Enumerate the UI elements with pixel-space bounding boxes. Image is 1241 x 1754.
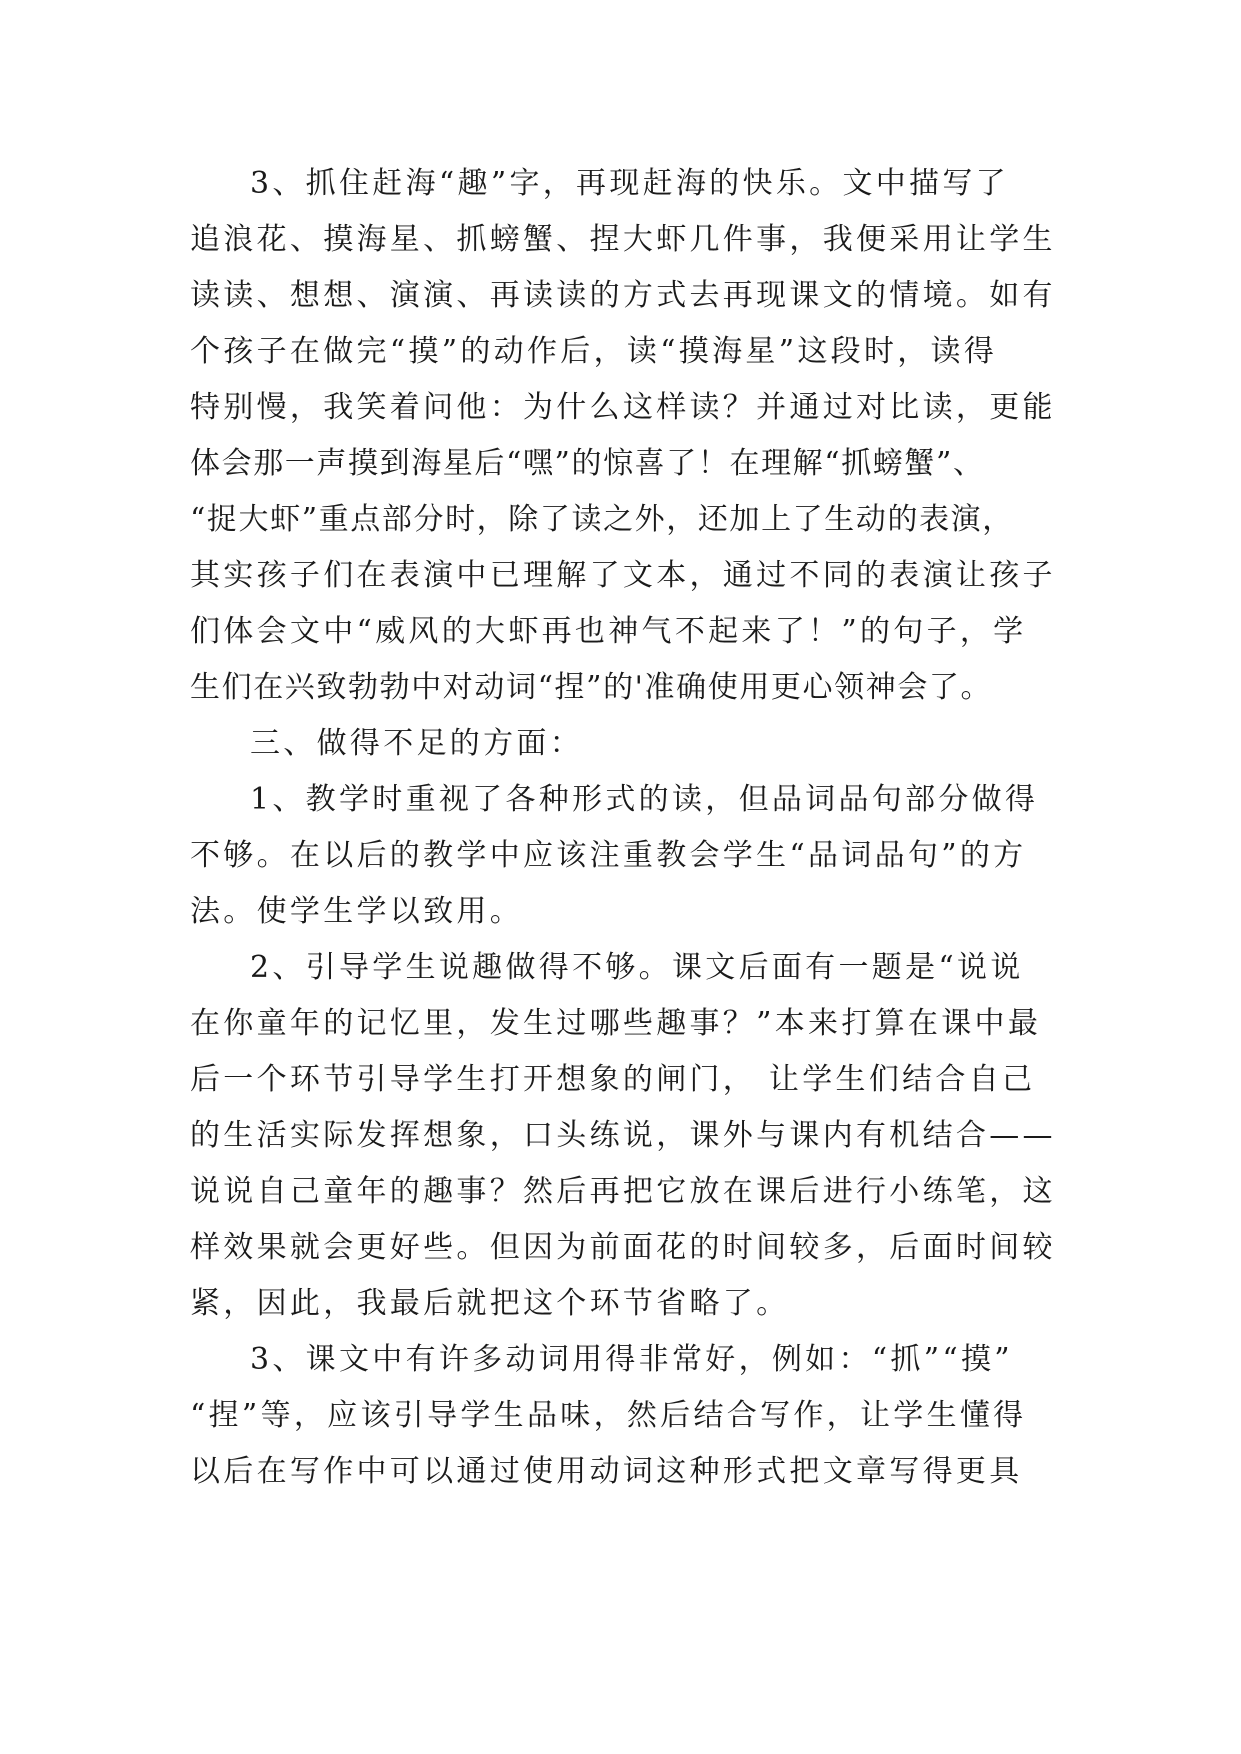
text-line: 的生活实际发挥想象，口头练说，课外与课内有机结合—— bbox=[190, 1118, 1056, 1153]
text-line: 读读、想想、演演、再读读的方式去再现课文的情境。如有 bbox=[190, 278, 1056, 313]
text-line: 生们在兴致勃勃中对动词“捏”的'准确使用更心领神会了。 bbox=[190, 670, 993, 705]
text-line: 后一个环节引导学生打开想象的闸门， 让学生们结合自己 bbox=[190, 1062, 1036, 1097]
text-line: 3、课文中有许多动词用得非常好，例如：“抓”“摸” bbox=[250, 1342, 1013, 1377]
text-line: 1、教学时重视了各种形式的读，但品词品句部分做得 bbox=[250, 782, 1039, 817]
text-line: “捏”等，应该引导学生品味，然后结合写作，让学生懂得 bbox=[190, 1398, 1027, 1433]
text-line: 其实孩子们在表演中已理解了文本，通过不同的表演让孩子 bbox=[190, 558, 1056, 593]
text-line: 样效果就会更好些。但因为前面花的时间较多，后面时间较 bbox=[190, 1230, 1056, 1265]
text-line: 们体会文中“威风的大虾再也神气不起来了！”的句子，学 bbox=[190, 614, 1027, 649]
text-line: 2、引导学生说趣做得不够。课文后面有一题是“说说 bbox=[250, 950, 1024, 985]
section-heading: 三、做得不足的方面： bbox=[250, 726, 583, 761]
text-line: 说说自己童年的趣事？然后再把它放在课后进行小练笔，这 bbox=[190, 1174, 1056, 1209]
text-line: 特别慢，我笑着问他：为什么这样读？并通过对比读，更能 bbox=[190, 390, 1056, 425]
text-line: 不够。在以后的教学中应该注重教会学生“品词品句”的方 bbox=[190, 838, 1027, 873]
text-line: 追浪花、摸海星、抓螃蟹、捏大虾几件事，我便采用让学生 bbox=[190, 222, 1056, 257]
text-line: 法。使学生学以致用。 bbox=[190, 894, 523, 929]
document-body bbox=[190, 156, 1090, 1500]
text-line: 在你童年的记忆里，发生过哪些趣事？”本来打算在课中最 bbox=[190, 1006, 1042, 1041]
text-line: 个孩子在做完“摸”的动作后，读“摸海星”这段时，读得 bbox=[190, 334, 998, 369]
text-line: 3、抓住赶海“趣”字，再现赶海的快乐。文中描写了 bbox=[250, 166, 1009, 201]
text-line: “捉大虾”重点部分时，除了读之外，还加上了生动的表演， bbox=[190, 502, 1014, 537]
text-line: 以后在写作中可以通过使用动词这种形式把文章写得更具 bbox=[190, 1454, 1023, 1489]
text-line: 紧，因此，我最后就把这个环节省略了。 bbox=[190, 1286, 790, 1321]
text-line: 体会那一声摸到海星后“嘿”的惊喜了！在理解“抓螃蟹”、 bbox=[190, 446, 985, 481]
